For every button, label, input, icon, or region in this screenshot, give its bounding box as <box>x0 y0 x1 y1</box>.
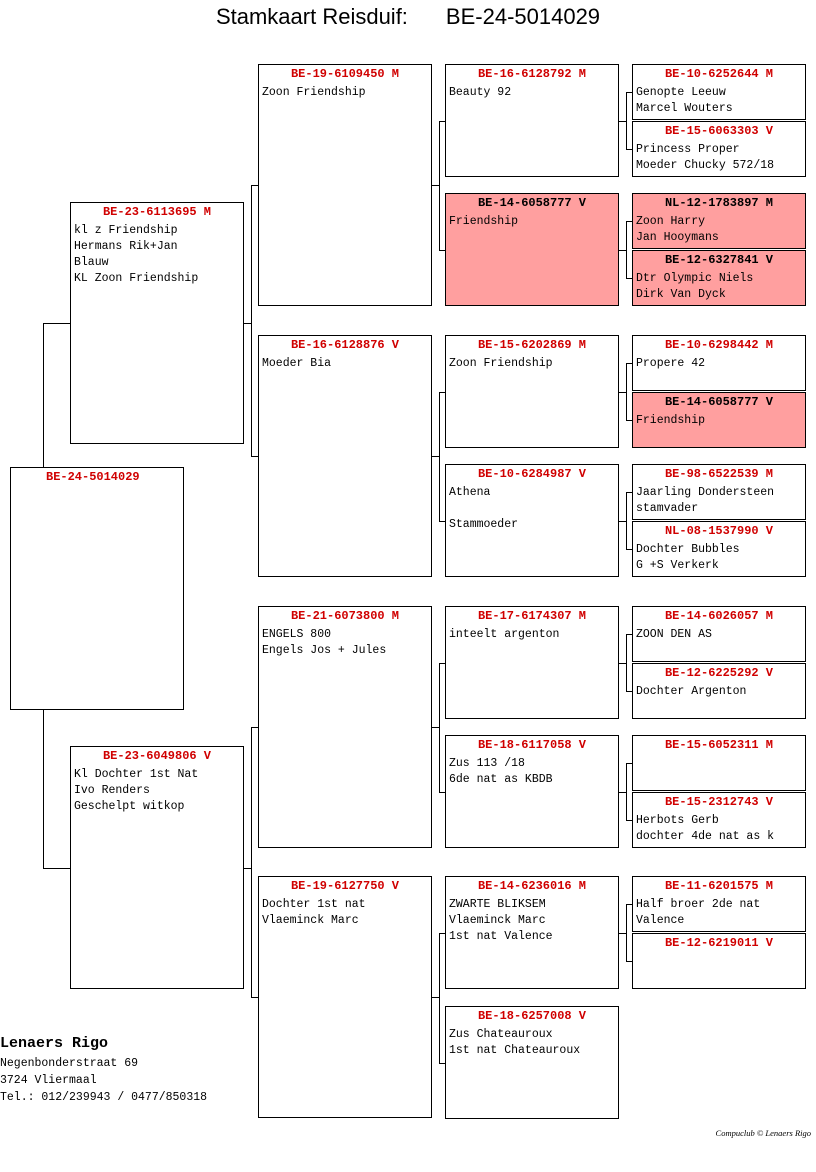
pigeon-card <box>258 335 432 577</box>
pigeon-info <box>633 139 805 174</box>
connector-line <box>439 392 440 522</box>
owner-name: Lenaers Rigo <box>0 1035 109 1052</box>
connector-line <box>626 92 627 150</box>
pigeon-card <box>445 464 619 577</box>
info-line: Blauw <box>74 256 109 269</box>
ring-number: BE-14-6236016 M <box>477 879 587 893</box>
pigeon-card <box>632 392 806 448</box>
pigeon-card <box>445 335 619 448</box>
info-line: Geschelpt witkop <box>74 800 185 813</box>
info-line: inteelt argenton <box>449 628 560 641</box>
connector-line <box>251 727 252 998</box>
info-line: KL Zoon Friendship <box>74 272 199 285</box>
info-line: Zus 113 /18 <box>449 757 525 770</box>
connector-line <box>43 868 70 869</box>
connector-line <box>626 763 627 821</box>
pigeon-card <box>632 464 806 520</box>
info-line: Moeder Chucky 572/18 <box>636 159 775 172</box>
pigeon-info <box>633 539 805 574</box>
ring-number: BE-15-6063303 V <box>664 124 774 138</box>
info-line: Zus Chateauroux <box>449 1028 553 1041</box>
info-line: Dochter Argenton <box>636 685 747 698</box>
connector-line <box>251 997 258 998</box>
pigeon-card <box>632 876 806 932</box>
ring-number: BE-16-6128876 V <box>290 338 400 352</box>
connector-line <box>251 456 258 457</box>
pigeon-info <box>633 894 805 929</box>
connector-line <box>251 185 258 186</box>
pigeon-card <box>632 121 806 177</box>
ring-number: NL-08-1537990 V <box>664 524 774 538</box>
info-line: Genopte Leeuw <box>636 86 726 99</box>
pigeon-info <box>633 268 805 303</box>
ring-number: BE-12-6327841 V <box>664 253 774 267</box>
connector-line <box>439 933 440 1064</box>
pigeon-info <box>633 681 805 700</box>
ring-number: BE-14-6026057 M <box>664 609 774 623</box>
connector-line <box>626 904 627 962</box>
pigeon-card <box>258 876 432 1118</box>
pigeon-info <box>259 624 431 659</box>
info-line: kl z Friendship <box>74 224 178 237</box>
pigeon-info <box>446 624 618 643</box>
pigeon-info <box>446 211 618 230</box>
ring-number: BE-19-6109450 M <box>290 67 400 81</box>
pigeon-card <box>70 202 244 444</box>
connector-line <box>626 492 627 550</box>
info-line: Dtr Olympic Niels <box>636 272 754 285</box>
pigeon-extra: Stammoeder <box>449 518 519 531</box>
info-line: Jan Hooymans <box>636 231 719 244</box>
info-line: Zoon Harry <box>636 215 706 228</box>
info-line: Marcel Wouters <box>636 102 733 115</box>
connector-line <box>626 221 627 279</box>
ring-number: BE-19-6127750 V <box>290 879 400 893</box>
pigeon-card <box>445 64 619 177</box>
connector-line <box>251 185 252 457</box>
page-title <box>0 4 816 30</box>
pigeon-card <box>445 876 619 989</box>
pigeon-info <box>633 410 805 429</box>
ring-number: BE-15-6202869 M <box>477 338 587 352</box>
info-line: Kl Dochter 1st Nat <box>74 768 199 781</box>
pigeon-card <box>10 467 184 710</box>
pigeon-info <box>446 82 618 101</box>
pigeon-card <box>445 606 619 719</box>
ring-number: BE-98-6522539 M <box>664 467 774 481</box>
pigeon-card <box>445 735 619 848</box>
info-line: stamvader <box>636 502 699 515</box>
pigeon-card <box>258 64 432 306</box>
info-line: Ivo Renders <box>74 784 150 797</box>
info-line: Valence <box>636 914 685 927</box>
ring-number: BE-18-6257008 V <box>477 1009 587 1023</box>
info-line: Friendship <box>449 215 519 228</box>
ring-number: BE-21-6073800 M <box>290 609 400 623</box>
ring-number: BE-24-5014029 <box>46 470 140 484</box>
ring-number: BE-14-6058777 V <box>477 196 587 210</box>
info-line: Moeder Bia <box>262 357 332 370</box>
info-line: ZOON DEN AS <box>636 628 712 641</box>
pigeon-card <box>632 64 806 120</box>
title-label: Stamkaart Reisduif: <box>215 4 408 29</box>
pigeon-card <box>632 933 806 989</box>
info-line: Propere 42 <box>636 357 706 370</box>
ring-number: NL-12-1783897 M <box>664 196 774 210</box>
info-line: Jaarling Dondersteen <box>636 486 775 499</box>
pigeon-card <box>445 1006 619 1119</box>
info-line: Herbots Gerb <box>636 814 719 827</box>
pigeon-card <box>445 193 619 306</box>
info-line: Beauty 92 <box>449 86 512 99</box>
pigeon-info <box>633 353 805 372</box>
info-line: G +S Verkerk <box>636 559 719 572</box>
info-line: Dochter Bubbles <box>636 543 740 556</box>
info-line: Hermans Rik+Jan <box>74 240 178 253</box>
info-line: Zoon Friendship <box>262 86 366 99</box>
info-line: ENGELS 800 <box>262 628 332 641</box>
pigeon-info <box>259 353 431 372</box>
pigeon-card <box>258 606 432 848</box>
pigeon-card <box>632 250 806 306</box>
pigeon-info <box>633 482 805 517</box>
pigeon-info <box>633 624 805 643</box>
owner-block <box>0 1035 207 1106</box>
info-line: Friendship <box>636 414 706 427</box>
pigeon-card <box>632 606 806 662</box>
pigeon-card <box>70 746 244 989</box>
connector-line <box>251 727 258 728</box>
connector-line <box>439 121 440 251</box>
info-line: 1st nat Chateauroux <box>449 1044 581 1057</box>
pigeon-info <box>446 753 618 788</box>
info-line: Vlaeminck Marc <box>449 914 546 927</box>
ring-number: BE-12-6219011 V <box>664 936 774 950</box>
pigeon-info <box>259 82 431 101</box>
pigeon-card <box>632 193 806 249</box>
info-line: Vlaeminck Marc <box>262 914 359 927</box>
pigeon-card <box>632 521 806 577</box>
title-ring: BE-24-5014029 <box>445 4 601 29</box>
owner-street: Negenbonderstraat 69 <box>0 1057 139 1070</box>
info-line: Half broer 2de nat <box>636 898 761 911</box>
connector-line <box>626 363 627 421</box>
ring-number: BE-15-2312743 V <box>664 795 774 809</box>
owner-city: 3724 Vliermaal <box>0 1074 97 1087</box>
ring-number: BE-10-6252644 M <box>664 67 774 81</box>
ring-number: BE-16-6128792 M <box>477 67 587 81</box>
connector-line <box>43 323 70 324</box>
info-line: dochter 4de nat as k <box>636 830 775 843</box>
ring-number: BE-23-6049806 V <box>102 749 212 763</box>
pigeon-info <box>71 220 243 287</box>
pigeon-info <box>633 810 805 845</box>
ring-number: BE-11-6201575 M <box>664 879 774 893</box>
pigeon-info <box>259 894 431 929</box>
info-line: Athena <box>449 486 491 499</box>
owner-phone: Tel.: 012/239943 / 0477/850318 <box>0 1091 208 1104</box>
pigeon-info <box>446 894 618 945</box>
pigeon-info <box>633 211 805 246</box>
ring-number: BE-10-6298442 M <box>664 338 774 352</box>
connector-line <box>439 663 440 793</box>
pigeon-info <box>446 1024 618 1059</box>
ring-number: BE-17-6174307 M <box>477 609 587 623</box>
ring-number: BE-23-6113695 M <box>102 205 212 219</box>
ring-number: BE-10-6284987 V <box>477 467 587 481</box>
info-line: Princess Proper <box>636 143 740 156</box>
pigeon-card <box>632 735 806 791</box>
info-line: Zoon Friendship <box>449 357 553 370</box>
info-line: 6de nat as KBDB <box>449 773 553 786</box>
ring-number: BE-15-6052311 M <box>664 738 774 752</box>
info-line: Engels Jos + Jules <box>262 644 387 657</box>
credit-text: Compuclub © Lenaers Rigo <box>715 1128 811 1138</box>
info-line: ZWARTE BLIKSEM <box>449 898 546 911</box>
info-line: Dochter 1st nat <box>262 898 366 911</box>
ring-number: BE-14-6058777 V <box>664 395 774 409</box>
pigeon-info <box>633 82 805 117</box>
ring-number: BE-18-6117058 V <box>477 738 587 752</box>
pigeon-info <box>446 353 618 372</box>
info-line: Dirk Van Dyck <box>636 288 726 301</box>
pigeon-card <box>632 335 806 391</box>
pigeon-info <box>446 482 618 501</box>
pigeon-info <box>71 764 243 815</box>
info-line: 1st nat Valence <box>449 930 553 943</box>
pigeon-card <box>632 792 806 848</box>
connector-line <box>626 634 627 692</box>
ring-number: BE-12-6225292 V <box>664 666 774 680</box>
pigeon-card <box>632 663 806 719</box>
